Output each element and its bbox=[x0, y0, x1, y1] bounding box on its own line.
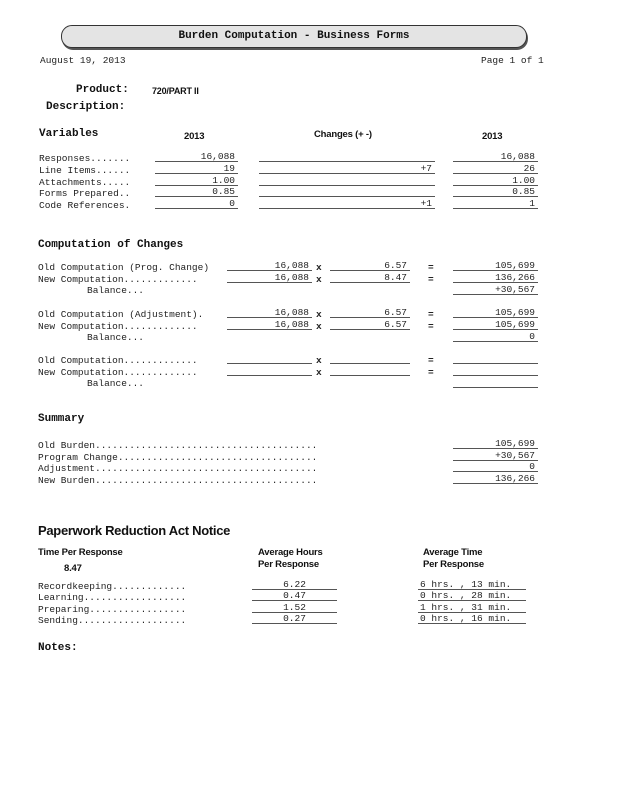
times-symbol: x bbox=[316, 274, 322, 285]
balance-label: Balance... bbox=[87, 332, 145, 343]
variable-old-value: 16,088 bbox=[155, 151, 238, 162]
times-symbol: x bbox=[316, 367, 322, 378]
old-result: 105,699 bbox=[453, 307, 538, 318]
variable-change-value: +7 bbox=[259, 163, 435, 174]
variable-change-value: +1 bbox=[259, 198, 435, 209]
description-label: Description: bbox=[46, 101, 126, 113]
variables-col-old: 2013 bbox=[184, 131, 205, 142]
variable-label: Code References. bbox=[39, 200, 131, 211]
summary-value: 105,699 bbox=[453, 438, 538, 449]
variable-new-value: 1.00 bbox=[453, 175, 538, 186]
variables-col-new: 2013 bbox=[482, 131, 503, 142]
pra-activity-label: Learning.................. bbox=[38, 592, 187, 603]
equals-symbol: = bbox=[428, 355, 434, 366]
variable-old-value: 1.00 bbox=[155, 175, 238, 186]
summary-heading: Summary bbox=[38, 413, 85, 425]
summary-value: +30,567 bbox=[453, 450, 538, 461]
variable-new-value: 26 bbox=[453, 163, 538, 174]
balance-value: 0 bbox=[453, 331, 538, 342]
pra-activity-label: Preparing................. bbox=[38, 604, 187, 615]
computation-heading: Computation of Changes bbox=[38, 239, 184, 251]
time-per-response-value: 8.47 bbox=[64, 563, 82, 574]
new-multiplicand: 16,088 bbox=[227, 272, 312, 283]
pra-time-value: 6 hrs. , 13 min. bbox=[418, 579, 526, 590]
equals-symbol: = bbox=[428, 309, 434, 320]
product-value: 720/PART II bbox=[152, 86, 199, 96]
report-date: August 19, 2013 bbox=[40, 55, 126, 66]
variable-old-value: 0.85 bbox=[155, 186, 238, 197]
summary-label: Old Burden....................................... bbox=[38, 440, 318, 451]
old-result bbox=[453, 353, 538, 364]
balance-label: Balance... bbox=[87, 285, 145, 296]
old-computation-label: Old Computation (Adjustment). bbox=[38, 309, 204, 320]
variable-label: Line Items...... bbox=[39, 165, 131, 176]
times-symbol: x bbox=[316, 309, 322, 320]
page-number: Page 1 of 1 bbox=[481, 55, 544, 66]
pra-time-value: 0 hrs. , 16 min. bbox=[418, 613, 526, 624]
variable-new-value: 1 bbox=[453, 198, 538, 209]
time-per-response-label: Time Per Response bbox=[38, 547, 123, 558]
summary-value: 0 bbox=[453, 461, 538, 472]
times-symbol: x bbox=[316, 262, 322, 273]
pra-hours-value: 1.52 bbox=[252, 602, 337, 613]
variable-new-value: 16,088 bbox=[453, 151, 538, 162]
equals-symbol: = bbox=[428, 262, 434, 273]
pra-activity-label: Sending................... bbox=[38, 615, 187, 626]
pra-time-value: 1 hrs. , 31 min. bbox=[418, 602, 526, 613]
old-multiplier: 6.57 bbox=[330, 260, 410, 271]
old-multiplier bbox=[330, 353, 410, 364]
pra-hours-value: 0.27 bbox=[252, 613, 337, 624]
time-col-header-1: Average Time bbox=[423, 547, 483, 558]
summary-value: 136,266 bbox=[453, 473, 538, 484]
variable-change-value bbox=[259, 186, 435, 197]
variable-old-value: 0 bbox=[155, 198, 238, 209]
variable-change-value bbox=[259, 175, 435, 186]
balance-label: Balance... bbox=[87, 378, 145, 389]
variable-label: Attachments..... bbox=[39, 177, 131, 188]
new-result: 105,699 bbox=[453, 319, 538, 330]
old-multiplicand: 16,088 bbox=[227, 307, 312, 318]
balance-value bbox=[453, 377, 538, 388]
new-computation-label: New Computation............. bbox=[38, 367, 198, 378]
pra-hours-value: 6.22 bbox=[252, 579, 337, 590]
variables-col-changes: Changes (+ -) bbox=[314, 129, 372, 140]
old-computation-label: Old Computation............. bbox=[38, 355, 198, 366]
new-computation-label: New Computation............. bbox=[38, 274, 198, 285]
times-symbol: x bbox=[316, 355, 322, 366]
pra-time-value: 0 hrs. , 28 min. bbox=[418, 590, 526, 601]
new-multiplicand: 16,088 bbox=[227, 319, 312, 330]
variable-new-value: 0.85 bbox=[453, 186, 538, 197]
new-multiplicand bbox=[227, 365, 312, 376]
hours-col-header-2: Per Response bbox=[258, 559, 319, 570]
variable-old-value: 19 bbox=[155, 163, 238, 174]
variable-label: Forms Prepared.. bbox=[39, 188, 131, 199]
times-symbol: x bbox=[316, 321, 322, 332]
new-computation-label: New Computation............. bbox=[38, 321, 198, 332]
summary-label: New Burden....................................... bbox=[38, 475, 318, 486]
equals-symbol: = bbox=[428, 367, 434, 378]
balance-value: +30,567 bbox=[453, 284, 538, 295]
new-result: 136,266 bbox=[453, 272, 538, 283]
old-multiplicand bbox=[227, 353, 312, 364]
old-result: 105,699 bbox=[453, 260, 538, 271]
old-multiplicand: 16,088 bbox=[227, 260, 312, 271]
variable-label: Responses....... bbox=[39, 153, 131, 164]
variable-change-value bbox=[259, 151, 435, 162]
summary-label: Adjustment....................................... bbox=[38, 463, 318, 474]
title-banner bbox=[61, 25, 527, 48]
variables-heading: Variables bbox=[39, 128, 99, 140]
equals-symbol: = bbox=[428, 321, 434, 332]
notes-label: Notes: bbox=[38, 642, 78, 654]
pra-heading: Paperwork Reduction Act Notice bbox=[38, 523, 231, 538]
time-col-header-2: Per Response bbox=[423, 559, 484, 570]
summary-label: Program Change................................... bbox=[38, 452, 318, 463]
new-multiplier bbox=[330, 365, 410, 376]
pra-hours-value: 0.47 bbox=[252, 590, 337, 601]
old-computation-label: Old Computation (Prog. Change) bbox=[38, 262, 210, 273]
equals-symbol: = bbox=[428, 274, 434, 285]
page-title: Burden Computation - Business Forms bbox=[178, 30, 410, 42]
pra-activity-label: Recordkeeping............. bbox=[38, 581, 187, 592]
new-result bbox=[453, 365, 538, 376]
new-multiplier: 6.57 bbox=[330, 319, 410, 330]
hours-col-header-1: Average Hours bbox=[258, 547, 323, 558]
new-multiplier: 8.47 bbox=[330, 272, 410, 283]
product-label: Product: bbox=[76, 84, 129, 96]
old-multiplier: 6.57 bbox=[330, 307, 410, 318]
